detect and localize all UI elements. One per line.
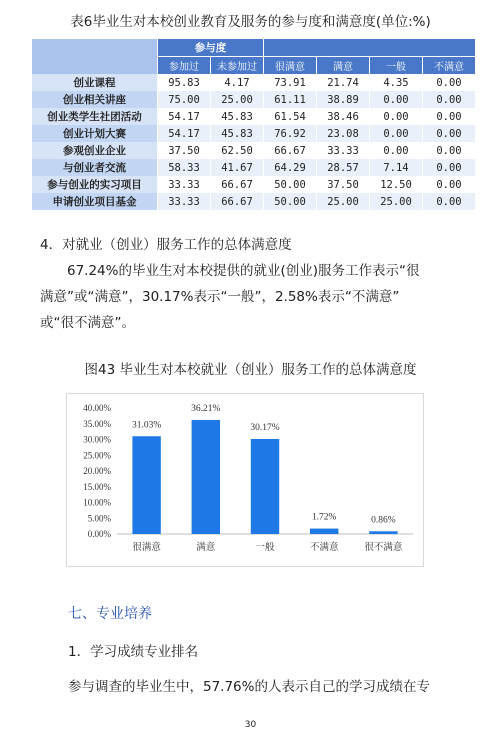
table-cell: 12.50	[370, 176, 423, 193]
bar	[192, 420, 220, 534]
table-row	[32, 108, 476, 125]
y-tick-label: 30.00%	[83, 434, 111, 445]
y-tick-label: 5.00%	[87, 513, 111, 524]
row-label: 参观创业企业	[32, 142, 158, 159]
table-cell: 64.29	[264, 159, 317, 176]
row-label: 创业相关讲座	[32, 91, 158, 108]
column-header: 参加过	[158, 57, 211, 75]
table-cell: 45.83	[211, 125, 264, 142]
table-cell: 0.00	[370, 108, 423, 125]
table-cell: 75.00	[158, 91, 211, 108]
category-label: 一般	[255, 542, 275, 553]
table-cell: 4.17	[211, 74, 264, 91]
table-cell: 7.14	[370, 159, 423, 176]
table-cell: 0.00	[423, 125, 476, 142]
table-row	[32, 159, 476, 176]
bar	[132, 436, 160, 534]
table-cell: 76.92	[264, 125, 317, 142]
chart-svg	[67, 394, 423, 566]
table-cell: 73.91	[264, 74, 317, 91]
table-cell: 33.33	[317, 142, 370, 159]
table-cell: 28.57	[317, 159, 370, 176]
bar	[251, 439, 279, 534]
table-cell: 0.00	[370, 142, 423, 159]
bar	[310, 529, 338, 534]
satisfaction-table	[32, 39, 476, 210]
table-cell: 4.35	[370, 74, 423, 91]
table-cell: 66.67	[211, 193, 264, 210]
table-row	[32, 176, 476, 193]
table-cell: 41.67	[211, 159, 264, 176]
table-cell: 25.00	[211, 91, 264, 108]
data-label: 0.86%	[371, 515, 396, 526]
bar	[369, 531, 397, 534]
table-cell: 37.50	[158, 142, 211, 159]
table-cell: 25.00	[317, 193, 370, 210]
table-cell: 0.00	[423, 176, 476, 193]
section4-heading: 4．对就业（创业）服务工作的总体满意度	[40, 237, 292, 253]
table-cell: 37.50	[317, 176, 370, 193]
table-cell: 0.00	[423, 159, 476, 176]
section4-paragraph	[40, 258, 465, 336]
y-tick-label: 15.00%	[83, 481, 111, 492]
table-cell: 25.00	[370, 193, 423, 210]
column-header: 未参加过	[211, 57, 264, 75]
table-cell: 21.74	[317, 74, 370, 91]
table-cell: 33.33	[158, 193, 211, 210]
category-label: 很满意	[132, 542, 161, 553]
table-cell: 45.83	[211, 108, 264, 125]
data-label: 31.03%	[131, 420, 162, 431]
figure-caption: 图43 毕业生对本校就业（创业）服务工作的总体满意度	[84, 362, 417, 378]
y-tick-label: 40.00%	[83, 403, 111, 413]
table-cell: 54.17	[158, 125, 211, 142]
table-cell: 0.00	[423, 193, 476, 210]
table-caption: 表6毕业生对本校创业教育及服务的参与度和满意度(单位:%)	[70, 14, 431, 30]
row-label: 与创业者交流	[32, 159, 158, 176]
column-header: 不满意	[423, 57, 476, 75]
table-row	[32, 142, 476, 159]
table-cell: 0.00	[423, 108, 476, 125]
group-header: 参与度	[158, 39, 264, 57]
category-label: 不满意	[309, 542, 339, 553]
table-cell: 66.67	[211, 176, 264, 193]
table-row	[32, 125, 476, 142]
para-line-3: 或“很不满意”。	[40, 315, 135, 331]
group-header-blank	[264, 39, 476, 57]
table-cell: 33.33	[158, 176, 211, 193]
y-tick-label: 10.00%	[83, 497, 111, 508]
table-cell: 38.89	[317, 91, 370, 108]
row-label: 申请创业项目基金	[32, 193, 158, 210]
para-line-1: 67.24%的毕业生对本校提供的就业(创业)服务工作表示“很	[67, 263, 420, 279]
row-label: 参与创业的实习项目	[32, 176, 158, 193]
column-header: 很满意	[264, 57, 317, 75]
table-cell: 61.11	[264, 91, 317, 108]
category-label: 满意	[196, 542, 216, 553]
satisfaction-chart	[66, 393, 424, 567]
section7-paragraph: 参与调查的毕业生中，57.76%的人表示自己的学习成绩在专	[68, 679, 430, 695]
column-header: 满意	[317, 57, 370, 75]
table-cell: 62.50	[211, 142, 264, 159]
section7-heading: 七、专业培养	[68, 606, 152, 622]
data-label: 1.72%	[311, 512, 337, 523]
table-row	[32, 74, 476, 91]
y-tick-label: 25.00%	[83, 450, 111, 461]
page-number: 30	[244, 720, 257, 730]
table-cell: 0.00	[370, 91, 423, 108]
table-cell: 66.67	[264, 142, 317, 159]
y-tick-label: 35.00%	[83, 418, 111, 429]
table-cell: 0.00	[370, 125, 423, 142]
table-row	[32, 91, 476, 108]
category-label: 很不满意	[364, 542, 403, 553]
section7-subheading: 1．学习成绩专业排名	[68, 644, 199, 660]
table-cell: 50.00	[264, 176, 317, 193]
table-corner	[32, 39, 158, 74]
table-cell: 95.83	[158, 74, 211, 91]
para-line-2: 满意”或“满意”，30.17%表示“一般”，2.58%表示“不满意”	[40, 289, 400, 305]
table-cell: 23.08	[317, 125, 370, 142]
table-cell: 0.00	[423, 91, 476, 108]
data-label: 30.17%	[250, 422, 280, 433]
row-label: 创业计划大赛	[32, 125, 158, 142]
table-cell: 38.46	[317, 108, 370, 125]
table-cell: 54.17	[158, 108, 211, 125]
row-label: 创业类学生社团活动	[32, 108, 158, 125]
table-cell: 58.33	[158, 159, 211, 176]
table-cell: 50.00	[264, 193, 317, 210]
table-cell: 0.00	[423, 74, 476, 91]
data-label: 36.21%	[191, 403, 221, 414]
column-header: 一般	[370, 57, 423, 75]
table-cell: 61.54	[264, 108, 317, 125]
table-cell: 0.00	[423, 142, 476, 159]
y-tick-label: 20.00%	[83, 466, 111, 476]
y-tick-label: 0.00%	[87, 529, 111, 539]
row-label: 创业课程	[32, 74, 158, 91]
table-row	[32, 193, 476, 210]
